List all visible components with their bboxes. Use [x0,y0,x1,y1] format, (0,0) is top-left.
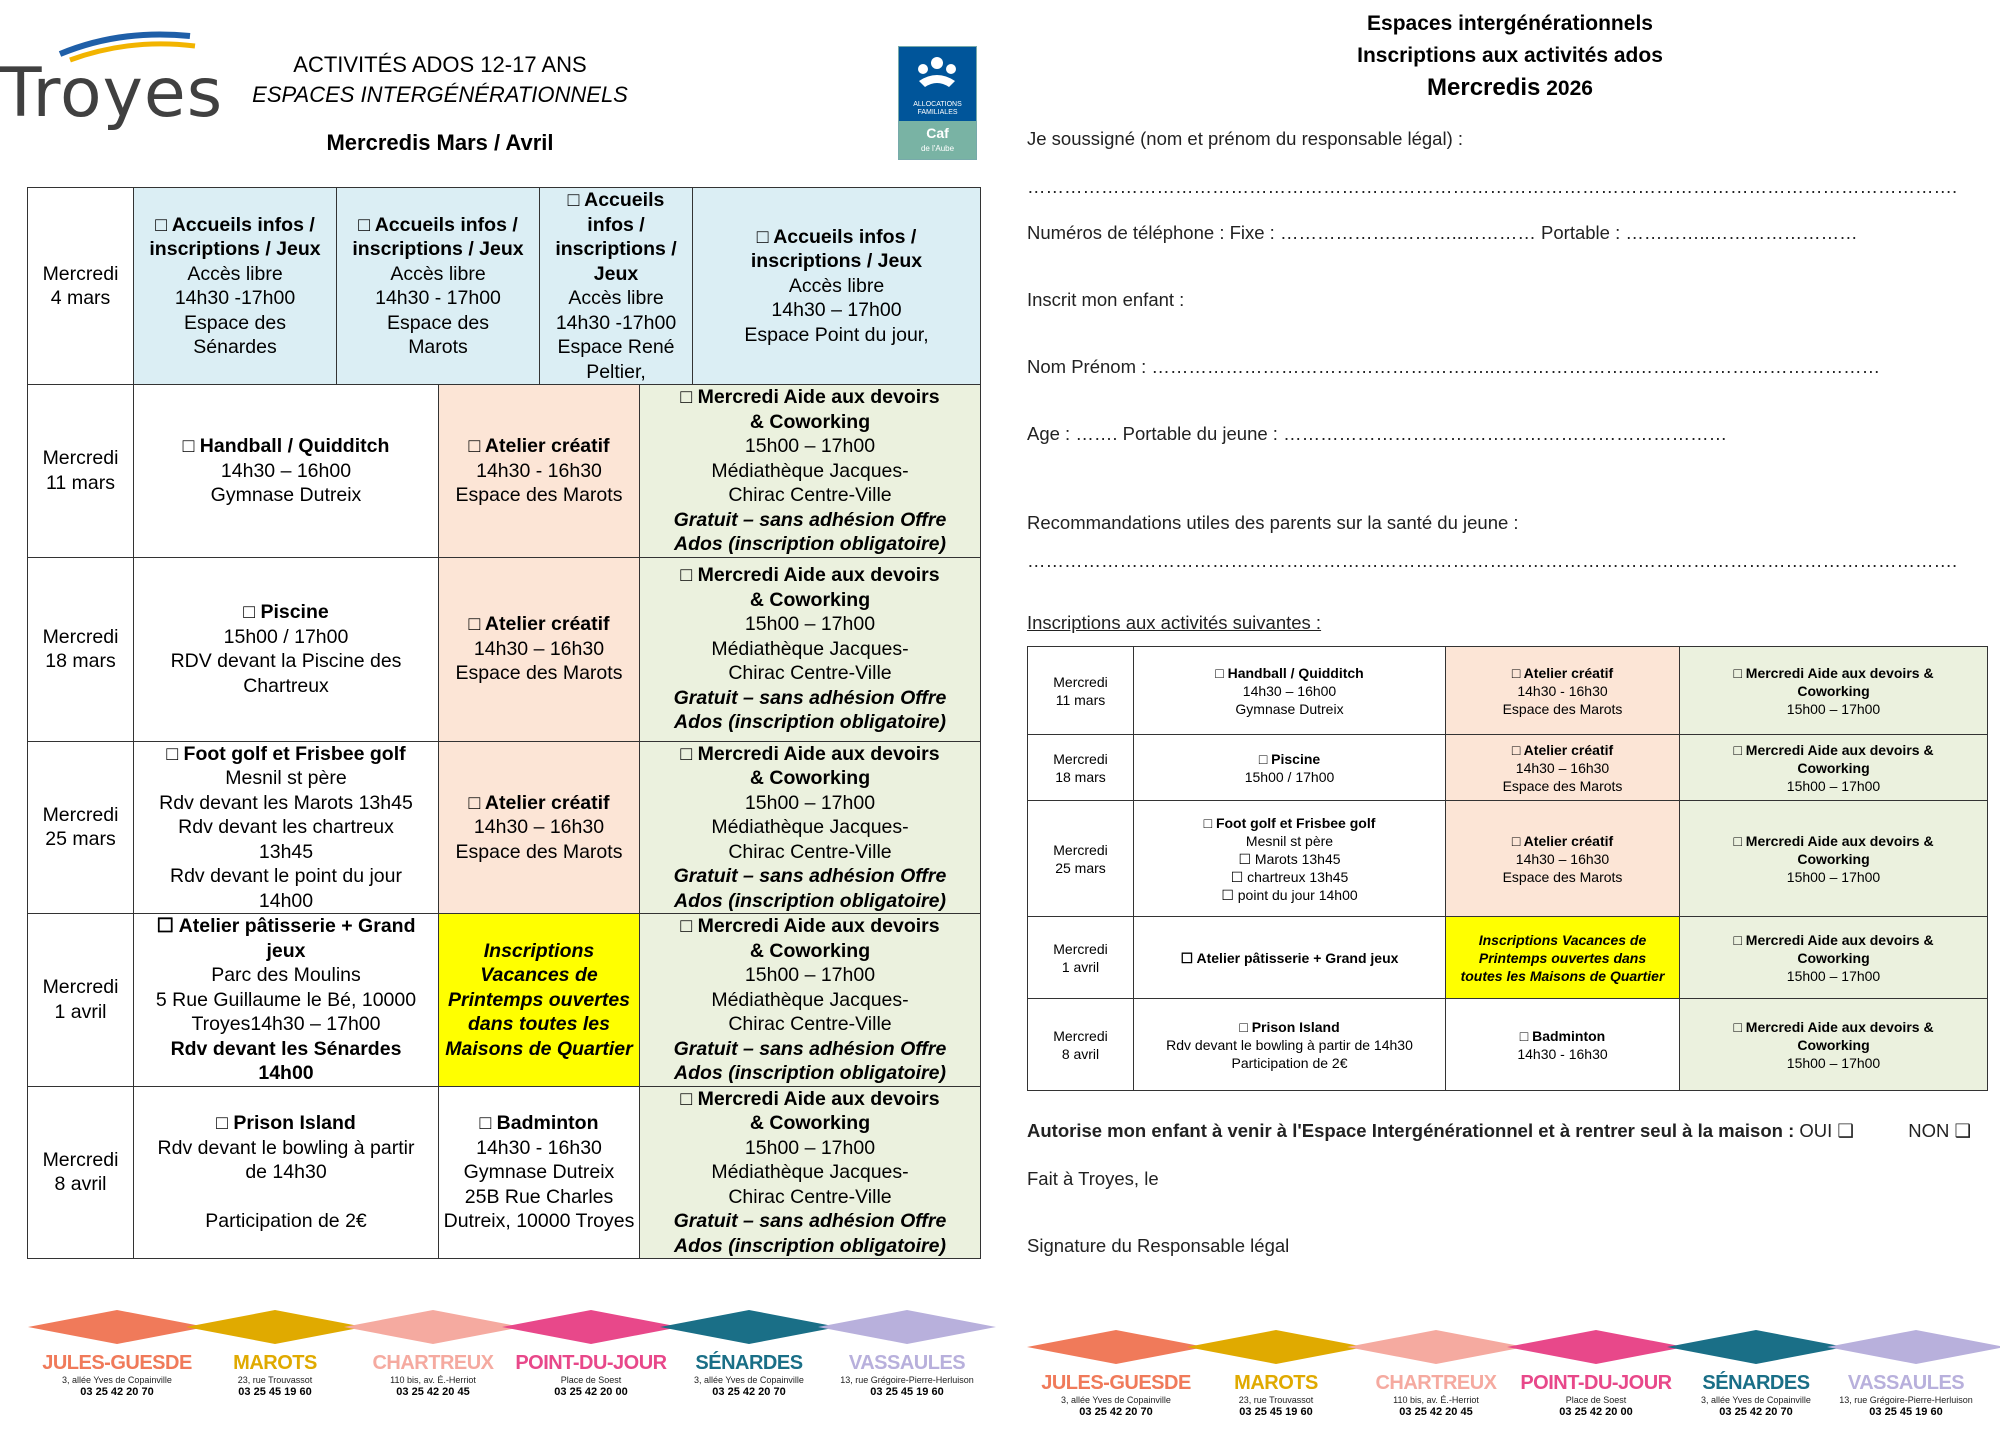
date-cell: Mercredi 11 mars [1028,647,1134,735]
registration-row [1028,735,1988,801]
accueil-marots-cell: □ Accueils infos / inscriptions / Jeux Accès libre 14h30 - 17h00 Espace des Marots [337,188,540,385]
footer-chartreux: CHARTREUX 110 bis, av. É.-Herriot 03 25 42 20 45 [372,1352,494,1398]
aide-devoirs-cell: □ Mercredi Aide aux devoirs & Coworking 15h00 – 17h00 Médiathèque Jacques- Chirac Centre-Ville Gratuit – sans adhésion Offre Ados (inscription obligatoire) [640,1086,981,1259]
aide-checkbox-cell[interactable]: □ Mercredi Aide aux devoirs & Coworking 15h00 – 17h00 [1680,801,1988,917]
date-cell: Mercredi 8 avril [28,1086,134,1259]
footer-jules-guesde: JULES-GUESDE 3, allée Yves de Copainville 03 25 42 20 70 [1041,1372,1191,1418]
registration-row [1028,801,1988,917]
registration-row [1028,999,1988,1091]
accueil-point-du-jour-cell: □ Accueils infos / inscriptions / Jeux Accès libre 14h30 – 17h00 Espace Point du jour, [693,188,981,385]
footer-marots: MAROTS 23, rue Trouvassot 03 25 45 19 60 [1234,1372,1318,1418]
caf-sub: de l'Aube [920,144,955,153]
date-cell: Mercredi 11 mars [28,385,134,558]
date-cell: Mercredi 1 avril [1028,917,1134,999]
caf-name: Caf [926,125,949,141]
aide-checkbox-cell[interactable]: □ Mercredi Aide aux devoirs & Coworking 15h00 – 17h00 [1680,999,1988,1091]
nom-prenom-field[interactable]: Nom Prénom : ………………………………………………..…………………..…….…………………………… [1027,356,1881,377]
date-cell: Mercredi 18 mars [1028,735,1134,801]
non-checkbox[interactable]: NON ❑ [1908,1120,1972,1141]
activity-checkbox-cell[interactable]: ☐ Atelier pâtisserie + Grand jeux [1134,917,1446,999]
footer-diamond [28,1310,206,1344]
footer-vassaules: VASSAULES 13, rue Grégoire-Pierre-Herluison 03 25 45 19 60 [840,1352,974,1398]
activity-cell: □ Handball / Quidditch 14h30 – 16h00 Gymnase Dutreix [134,385,439,558]
fait-a-troyes-field[interactable]: Fait à Troyes, le [1027,1168,1159,1189]
activity-checkbox-cell[interactable]: □ Prison Island Rdv devant le bowling à partir de 14h30 Participation de 2€ [1134,999,1446,1091]
caf-family-icon [899,47,976,97]
footer-diamond [1667,1330,1845,1364]
aide-devoirs-cell: □ Mercredi Aide aux devoirs & Coworking 15h00 – 17h00 Médiathèque Jacques- Chirac Centre-Ville Gratuit – sans adhésion Offre Ados (inscription obligatoire) [640,385,981,558]
soussigne-line: Je soussigné (nom et prénom du responsable légal) : [1027,128,1464,149]
soussigne-dots-field[interactable]: ……………………………………………………………………………………………………………………………………. [1027,176,1958,197]
footer-diamond [344,1310,522,1344]
troyes-logo [0,24,224,133]
footer-diamond [1187,1330,1365,1364]
atelier-cell: □ Atelier créatif 14h30 – 16h30 Espace des Marots [439,741,640,914]
date-cell: Mercredi 8 avril [1028,999,1134,1091]
schedule-row [28,914,981,1087]
aide-checkbox-cell[interactable]: □ Mercredi Aide aux devoirs & Coworking 15h00 – 17h00 [1680,735,1988,801]
activity-cell: □ Foot golf et Frisbee golf Mesnil st père Rdv devant les Marots 13h45 Rdv devant les chartreux 13h45 Rdv devant le point du jour 14h00 [134,741,439,914]
right-footer [1027,1330,1977,1440]
footer-point-du-jour: POINT-DU-JOUR Place de Soest 03 25 42 20 00 [515,1352,667,1398]
accueil-senardes-cell: □ Accueils infos / inscriptions / Jeux Accès libre 14h30 -17h00 Espace des Sénardes [134,188,337,385]
inscriptions-vacances-cell: Inscriptions Vacances de Printemps ouvertes dans toutes les Maisons de Quartier [439,914,640,1087]
heading-mercredis: Mercredis Mars / Avril [326,130,554,155]
recommandations-dots-field[interactable]: ……………………………………………………………………………………………………………………………………. [1027,550,1958,571]
atelier-checkbox-cell[interactable]: □ Atelier créatif 14h30 – 16h30 Espace des Marots [1446,801,1680,917]
footer-senardes: SÉNARDES 3, allée Yves de Copainville 03 25 42 20 70 [694,1352,804,1398]
footer-diamond [502,1310,680,1344]
schedule-table [27,187,981,1259]
badminton-checkbox-cell[interactable]: □ Badminton 14h30 - 16h30 [1446,999,1680,1091]
schedule-row [28,557,981,741]
aide-checkbox-cell[interactable]: □ Mercredi Aide aux devoirs & Coworking 15h00 – 17h00 [1680,917,1988,999]
age-portable-field[interactable]: Age : ……. Portable du jeune : ……………………………………………………………… [1027,423,1728,444]
aide-devoirs-cell: □ Mercredi Aide aux devoirs & Coworking 15h00 – 17h00 Médiathèque Jacques- Chirac Centre-Ville Gratuit – sans adhésion Offre Ados (inscription obligatoire) [640,741,981,914]
left-footer [20,1310,974,1420]
date-cell: Mercredi 25 mars [1028,801,1134,917]
heading-espaces: ESPACES INTERGÉNÉRATIONNELS [252,82,628,107]
aide-devoirs-cell: □ Mercredi Aide aux devoirs & Coworking 15h00 – 17h00 Médiathèque Jacques- Chirac Centre-Ville Gratuit – sans adhésion Offre Ados (inscription obligatoire) [640,557,981,741]
footer-diamond [818,1310,996,1344]
footer-jules-guesde: JULES-GUESDE 3, allée Yves de Copainville 03 25 42 20 70 [42,1352,192,1398]
autorise-label: Autorise mon enfant à venir à l'Espace Intergénérationnel et à rentrer seul à la maison : [1027,1120,1795,1141]
heading-activites: ACTIVITÉS ADOS 12-17 ANS [293,52,587,77]
atelier-cell: □ Atelier créatif 14h30 – 16h30 Espace des Marots [439,557,640,741]
registration-row [1028,917,1988,999]
heading-year: 2026 [1546,77,1593,100]
schedule-row [28,385,981,558]
badminton-cell: □ Badminton 14h30 - 16h30 Gymnase Dutreix 25B Rue Charles Dutreix, 10000 Troyes [439,1086,640,1259]
caf-logo [898,46,977,160]
activity-cell: □ Piscine 15h00 / 17h00 RDV devant la Piscine des Chartreux [134,557,439,741]
schedule-row [28,1086,981,1259]
left-heading [230,50,650,158]
footer-diamond [1507,1330,1685,1364]
activity-cell: ☐ Atelier pâtisserie + Grand jeux Parc des Moulins 5 Rue Guillaume le Bé, 10000 Troyes14h30 – 17h00 Rdv devant les Sénardes 14h00 [134,914,439,1087]
inscrit-label: Inscrit mon enfant : [1027,289,1185,310]
schedule-row [28,741,981,914]
oui-checkbox[interactable]: OUI ❑ [1799,1120,1855,1141]
logo-text: Troyes [0,54,224,133]
date-cell: Mercredi 1 avril [28,914,134,1087]
date-cell: Mercredi 25 mars [28,741,134,914]
registration-row [1028,647,1988,735]
heading-inscriptions: Inscriptions aux activités ados [1357,44,1663,67]
atelier-checkbox-cell[interactable]: □ Atelier créatif 14h30 - 16h30 Espace des Marots [1446,647,1680,735]
heading-mercredis-right: Mercredis [1427,74,1541,101]
footer-vassaules: VASSAULES 13, rue Grégoire-Pierre-Herluison 03 25 45 19 60 [1839,1372,1973,1418]
footer-chartreux: CHARTREUX 110 bis, av. É.-Herriot 03 25 42 20 45 [1375,1372,1497,1418]
autorise-line [1027,1120,1971,1142]
atelier-checkbox-cell[interactable]: □ Atelier créatif 14h30 – 16h30 Espace des Marots [1446,735,1680,801]
footer-diamond [1027,1330,1205,1364]
activity-cell: □ Prison Island Rdv devant le bowling à partir de 14h30 Participation de 2€ [134,1086,439,1259]
caf-label-2: FAMILIALES [917,109,958,116]
footer-marots: MAROTS 23, rue Trouvassot 03 25 45 19 60 [233,1352,317,1398]
activity-checkbox-cell[interactable]: □ Piscine 15h00 / 17h00 [1134,735,1446,801]
footer-senardes: SÉNARDES 3, allée Yves de Copainville 03 25 42 20 70 [1701,1372,1811,1418]
right-heading [1260,8,1760,105]
registration-table [1027,646,1988,1091]
date-cell: Mercredi 4 mars [28,188,134,385]
accueil-peltier-cell: □ Accueils infos / inscriptions / Jeux Accès libre 14h30 -17h00 Espace René Peltier, [540,188,693,385]
aide-checkbox-cell[interactable]: □ Mercredi Aide aux devoirs & Coworking 15h00 – 17h00 [1680,647,1988,735]
activity-checkbox-cell[interactable]: □ Handball / Quidditch 14h30 – 16h00 Gymnase Dutreix [1134,647,1446,735]
caf-label-1: ALLOCATIONS [913,101,962,108]
telephone-field[interactable]: Numéros de téléphone : Fixe : ……………….………..………… Portable : …………..…………………… [1027,222,1858,243]
footer-diamond [1827,1330,2000,1364]
schedule-row [28,188,981,385]
footer-point-du-jour: POINT-DU-JOUR Place de Soest 03 25 42 20 00 [1520,1372,1672,1418]
inscriptions-label: Inscriptions aux activités suivantes : [1027,612,1322,633]
aide-devoirs-cell: □ Mercredi Aide aux devoirs & Coworking 15h00 – 17h00 Médiathèque Jacques- Chirac Centre-Ville Gratuit – sans adhésion Offre Ados (inscription obligatoire) [640,914,981,1087]
footer-diamond [186,1310,364,1344]
activity-checkbox-cell[interactable]: □ Foot golf et Frisbee golf Mesnil st père ☐ Marots 13h45 ☐ chartreux 13h45 ☐ point du jour 14h00 [1134,801,1446,917]
heading-espaces-inter: Espaces intergénérationnels [1367,12,1653,35]
inscriptions-vacances-cell: Inscriptions Vacances de Printemps ouvertes dans toutes les Maisons de Quartier [1446,917,1680,999]
signature-field[interactable]: Signature du Responsable légal [1027,1235,1290,1256]
recommandations-label: Recommandations utiles des parents sur la santé du jeune : [1027,512,1519,533]
date-cell: Mercredi 18 mars [28,557,134,741]
atelier-cell: □ Atelier créatif 14h30 - 16h30 Espace des Marots [439,385,640,558]
footer-diamond [1347,1330,1525,1364]
footer-diamond [660,1310,838,1344]
